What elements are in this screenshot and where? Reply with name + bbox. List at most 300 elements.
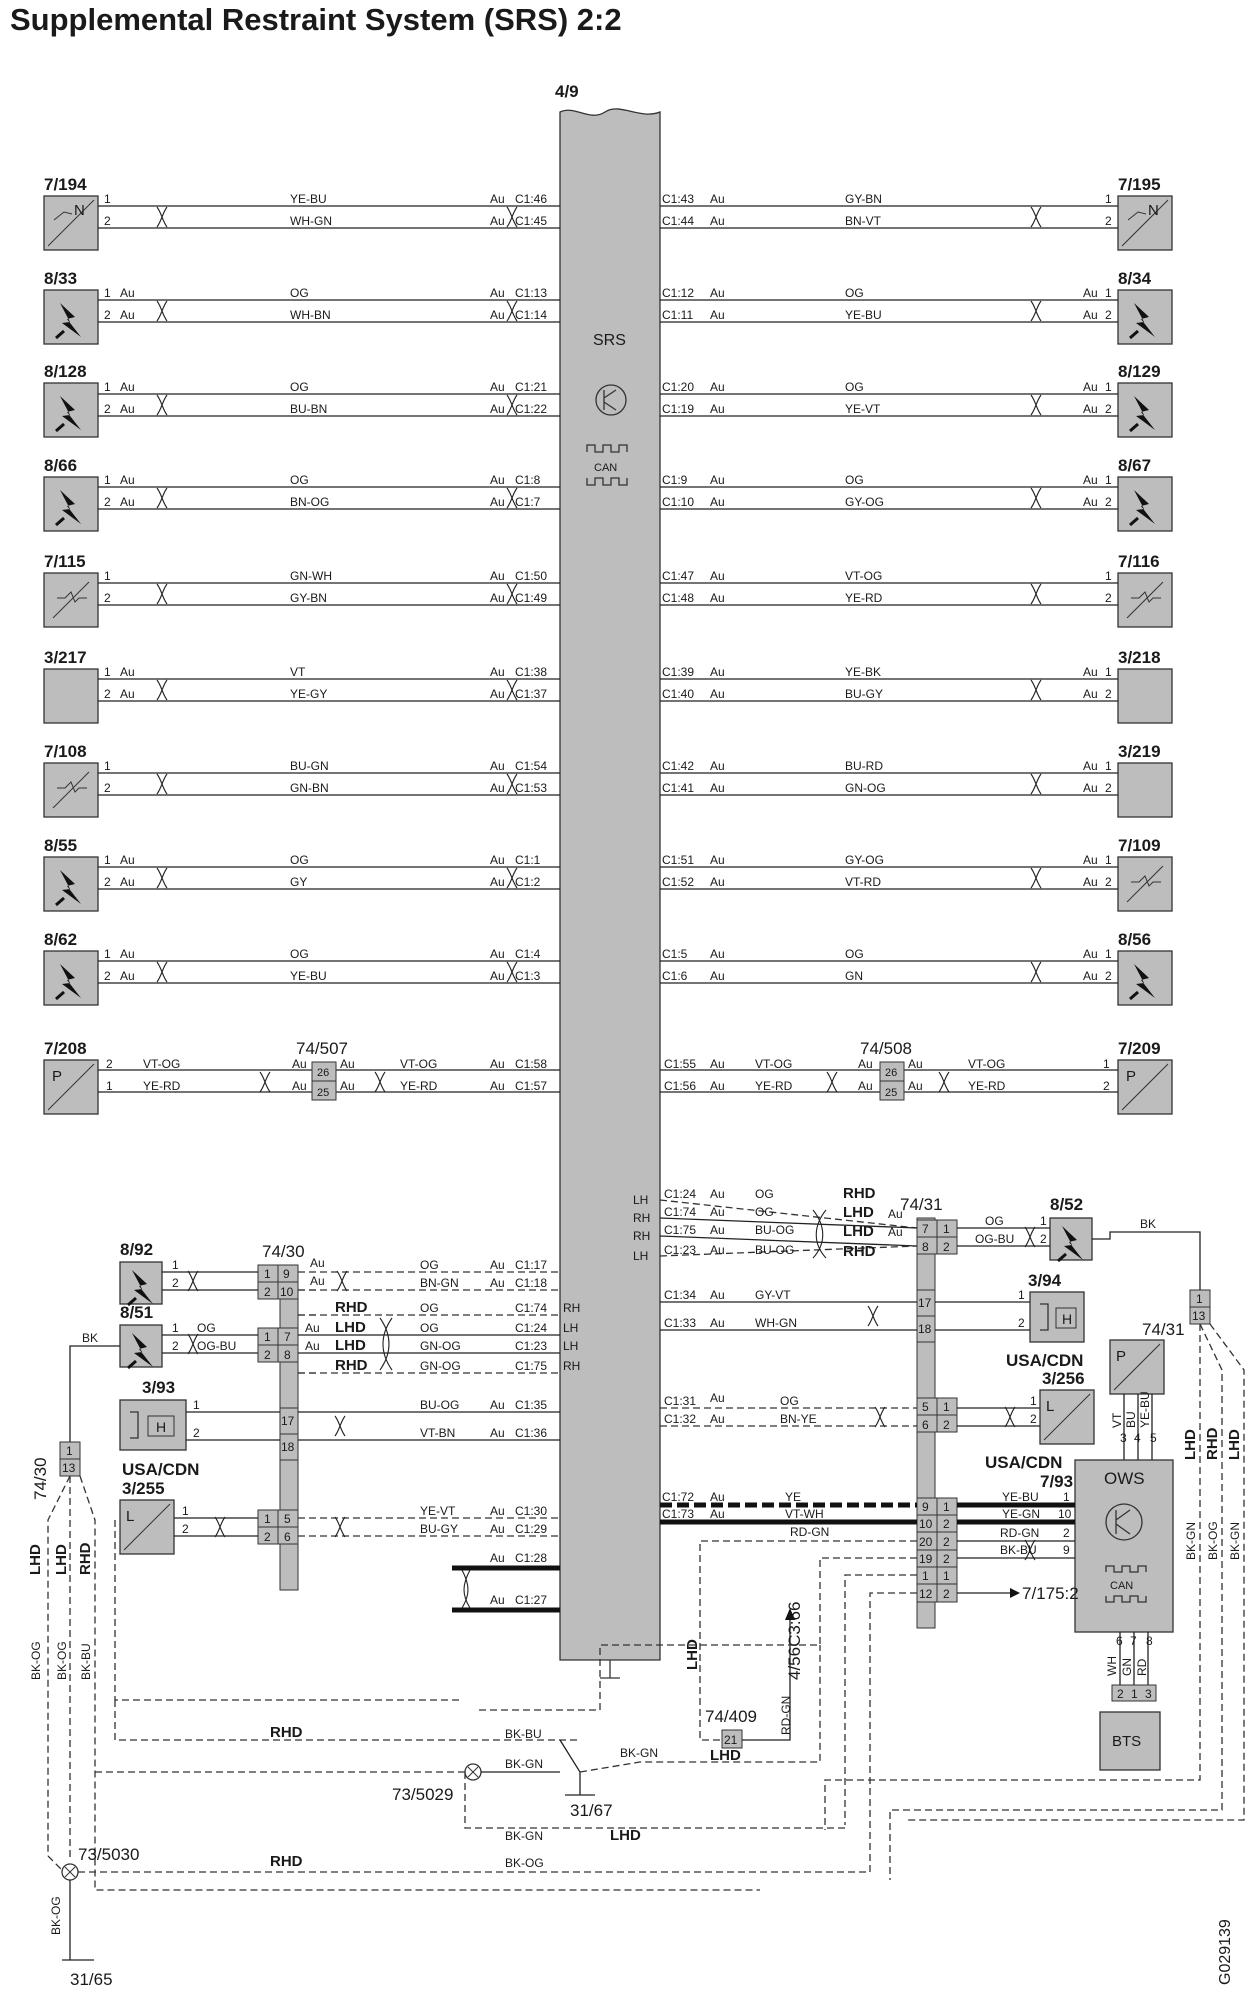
bk-gn-lower-1: BK-GN	[505, 1757, 544, 1771]
component-8-92-ref: 8/92	[120, 1240, 154, 1259]
bkog-vert-2: BK-OG	[55, 1641, 69, 1680]
ows-rd-gn: RD-GN	[1000, 1526, 1040, 1540]
lhd-vert-2: LHD	[53, 1544, 70, 1575]
right-row-au2: Au	[710, 308, 725, 322]
component-7-116-ref: 7/116	[1118, 552, 1160, 571]
c3-256-pin1: 1	[1030, 1394, 1037, 1408]
bkbu-vert-1: BK-BU	[79, 1643, 93, 1680]
component-7-194-symbol: N	[74, 202, 85, 219]
c1-72-au: Au	[710, 1490, 725, 1504]
j74-31-pin7: 7	[922, 1222, 929, 1236]
left-row-8	[98, 853, 560, 889]
row10-left-au1: Au	[292, 1057, 307, 1071]
left-row-9	[98, 947, 560, 983]
component-3-256-symbol: L	[1046, 1398, 1055, 1415]
junction-74-30-ref: 74/30	[262, 1242, 305, 1261]
left-row-color1: OG	[290, 947, 309, 961]
left-wire-rows	[98, 192, 560, 983]
bts-wire-rd: RD	[1135, 1658, 1149, 1676]
left-row-pin2: 2	[104, 969, 111, 983]
lhd-r1: LHD	[843, 1204, 874, 1221]
right-row-au2: Au	[710, 591, 725, 605]
lh-r1: LH	[633, 1193, 649, 1207]
row10-left-j1: 26	[317, 1067, 330, 1079]
row10-left-pin2: 1	[106, 1079, 113, 1093]
row10-right-term1: C1:55	[664, 1057, 697, 1071]
lhd-label-2: LHD	[335, 1337, 366, 1354]
c1-74-color: OG	[420, 1301, 439, 1315]
right-row-color2: YE-VT	[845, 402, 881, 416]
ows-pin2: 2	[1063, 1526, 1070, 1540]
ows-pin6: 6	[1116, 1634, 1123, 1648]
right-row-au-a: Au	[1083, 473, 1098, 487]
left-row-au1: Au	[490, 759, 505, 773]
bk-bu-lower: BK-BU	[505, 1727, 542, 1741]
left-row-term1: C1:4	[515, 947, 541, 961]
ows-bk-bu: BK-BU	[1000, 1543, 1037, 1557]
row10-right-au4: Au	[858, 1079, 873, 1093]
junction-74-31-ref: 74/31	[900, 1195, 943, 1214]
ows-label: OWS	[1104, 1469, 1145, 1488]
ref-4-56: 4/56C3:66	[785, 1601, 804, 1680]
bts-label: BTS	[1112, 1733, 1142, 1750]
c1-73-color: VT-WH	[785, 1507, 824, 1521]
right-row-pin2: 2	[1105, 214, 1112, 228]
lhd-r2: LHD	[843, 1223, 874, 1240]
component-8-66-ref: 8/66	[44, 456, 78, 475]
left-row-au1: Au	[490, 192, 505, 206]
left-row-color2: GY	[290, 875, 308, 889]
row10-left-au4: Au	[340, 1079, 355, 1093]
right-row-au2: Au	[710, 969, 725, 983]
component-7-194-ref: 7/194	[44, 175, 87, 194]
rd-gn-vert: RD-GN	[779, 1695, 793, 1735]
right-row-4	[660, 473, 1118, 509]
right-row-pin1: 1	[1105, 665, 1112, 679]
c1-24-color-r: OG	[755, 1187, 774, 1201]
component-8-33-ref: 8/33	[44, 269, 78, 288]
right-row-term2: C1:19	[662, 402, 695, 416]
right-row-au2: Au	[710, 402, 725, 416]
row10-right-pin1: 1	[1103, 1057, 1110, 1071]
component-8-66	[44, 456, 98, 531]
ows-pin9: 9	[1063, 1543, 1070, 1557]
c1-32-color: BN-YE	[780, 1412, 817, 1426]
component-8-34-ref: 8/34	[1118, 269, 1152, 288]
component-7-208-ref: 7/208	[44, 1039, 87, 1058]
left-row-au1: Au	[490, 569, 505, 583]
c8-51-pin2: 2	[172, 1339, 179, 1353]
row10-left-au2: Au	[292, 1079, 307, 1093]
c1-36-color: VT-BN	[420, 1426, 456, 1440]
right-row-pin1: 1	[1105, 569, 1112, 583]
left-row-term1: C1:1	[515, 853, 541, 867]
right-row-pin1: 1	[1105, 380, 1112, 394]
right-row-au1: Au	[710, 947, 725, 961]
component-7-109	[1118, 836, 1172, 911]
component-7-194	[44, 175, 98, 250]
lhd-vert-1: LHD	[27, 1544, 44, 1575]
right-row-7	[660, 759, 1118, 795]
right-row-pin1: 1	[1105, 473, 1112, 487]
right-row-3	[660, 380, 1118, 416]
j74-30-pin2c: 2	[264, 1530, 271, 1544]
right-row-term1: C1:12	[662, 286, 695, 300]
au-r75: Au	[710, 1223, 725, 1237]
ows-pin4: 4	[1134, 1431, 1141, 1445]
j74-31-pin8: 8	[922, 1240, 929, 1254]
component-7-115	[44, 552, 98, 627]
c8-52-pin1: 1	[1040, 1214, 1047, 1228]
row10-left-au5: Au	[490, 1057, 505, 1071]
left-row-au1: Au	[490, 853, 505, 867]
left-row-au2: Au	[490, 308, 505, 322]
c1-28-term: C1:28	[515, 1551, 548, 1565]
c8-92-au1: Au	[310, 1256, 325, 1270]
ows-pin10: 10	[1058, 1507, 1072, 1521]
rh-r2: RH	[633, 1229, 651, 1243]
j74-31b-pin1: 1	[1196, 1292, 1203, 1306]
left-row-au-b: Au	[120, 875, 135, 889]
row10-left-term1: C1:58	[515, 1057, 548, 1071]
bk-og-bottom: BK-OG	[49, 1896, 63, 1935]
right-row-pin2: 2	[1105, 402, 1112, 416]
row10-right-au3: Au	[858, 1057, 873, 1071]
j74-30-pin1b: 1	[264, 1330, 271, 1344]
j74-31-pin2: 2	[943, 1240, 950, 1254]
c1-33-au: Au	[710, 1316, 725, 1330]
left-row-au-b: Au	[120, 495, 135, 509]
right-row-9	[660, 947, 1118, 983]
left-row-4	[98, 473, 560, 509]
rhd-r2: RHD	[843, 1243, 876, 1260]
component-8-67-ref: 8/67	[1118, 456, 1152, 475]
c1-28-au: Au	[490, 1551, 505, 1565]
left-row-color2: YE-GY	[290, 687, 328, 701]
left-row-au2: Au	[490, 687, 505, 701]
ows-pin3: 3	[1120, 1431, 1127, 1445]
j74-31-pin1b: 1	[943, 1400, 950, 1414]
right-row-color1: GY-BN	[845, 192, 882, 206]
left-row-term1: C1:13	[515, 286, 548, 300]
j74-30-pin1c: 1	[264, 1512, 271, 1526]
right-row-au-b: Au	[1083, 687, 1098, 701]
left-row-term2: C1:2	[515, 875, 541, 889]
rhd-r1: RHD	[843, 1185, 876, 1202]
component-8-129	[1118, 362, 1172, 437]
au-r-j2: Au	[888, 1225, 903, 1239]
left-row-au-b: Au	[120, 969, 135, 983]
right-row-au1: Au	[710, 853, 725, 867]
c8-92-au2: Au	[310, 1274, 325, 1288]
j74-30-pin2: 2	[264, 1285, 271, 1299]
c8-52-og: OG	[985, 1214, 1004, 1228]
left-row-pin2: 2	[104, 308, 111, 322]
left-row-color2: GY-BN	[290, 591, 327, 605]
component-3-218	[1118, 648, 1172, 723]
usa-cdn-label-r2: USA/CDN	[985, 1453, 1063, 1472]
left-row-pin2: 2	[104, 402, 111, 416]
c8-92-pin2: 2	[172, 1276, 179, 1290]
left-row-au-a: Au	[120, 947, 135, 961]
rd-gn-top: RD-GN	[790, 1525, 830, 1539]
right-row-term2: C1:44	[662, 214, 695, 228]
right-row-color2: BU-GY	[845, 687, 884, 701]
component-8-55	[44, 836, 98, 911]
right-row-term2: C1:11	[662, 308, 694, 322]
c1-72-color: YE	[785, 1490, 802, 1504]
left-row-term2: C1:22	[515, 402, 548, 416]
c1-34-term: C1:34	[664, 1288, 697, 1302]
ground-73-5029-ref: 73/5029	[392, 1785, 454, 1804]
left-row-au-a: Au	[120, 380, 135, 394]
left-row-au2: Au	[490, 495, 505, 509]
left-row-2	[98, 286, 560, 322]
c1-74-term-r: C1:74	[664, 1205, 697, 1219]
j74-31-r4: 2	[943, 1552, 950, 1566]
c1-32-au: Au	[710, 1412, 725, 1426]
j74-30-pin8: 8	[284, 1348, 291, 1362]
c1-75-term-r: C1:75	[664, 1223, 697, 1237]
au-r23: Au	[710, 1243, 725, 1257]
c8-92-pin1: 1	[172, 1258, 179, 1272]
component-3-256-ref: 3/256	[1042, 1369, 1085, 1388]
row10-right-color1: VT-OG	[755, 1057, 793, 1071]
right-row-au1: Au	[710, 192, 725, 206]
right-row-pin2: 2	[1105, 308, 1112, 322]
right-row-pin1: 1	[1105, 286, 1112, 300]
component-3-255-symbol: L	[126, 1508, 135, 1525]
right-row-au2: Au	[710, 687, 725, 701]
j74-31-pin17: 17	[918, 1296, 932, 1310]
lh-2: LH	[563, 1339, 579, 1353]
ows-pin7: 7	[1130, 1634, 1137, 1648]
right-row-color2: YE-RD	[845, 591, 883, 605]
right-row-6	[660, 665, 1118, 701]
c1-73-term: C1:73	[662, 1507, 695, 1521]
au-r74: Au	[710, 1205, 725, 1219]
right-row-au1: Au	[710, 759, 725, 773]
j74-31-pin5: 5	[922, 1400, 929, 1414]
component-8-128-ref: 8/128	[44, 362, 87, 381]
component-3-94-symbol: H	[1062, 1311, 1073, 1327]
c1-31-color: OG	[780, 1394, 799, 1408]
j74-30-pin10: 10	[280, 1285, 294, 1299]
c1-74-color-r: OG	[755, 1205, 774, 1219]
left-row-color1: OG	[290, 473, 309, 487]
left-row-term1: C1:8	[515, 473, 541, 487]
right-row-au-a: Au	[1083, 947, 1098, 961]
diagram-title: Supplemental Restraint System (SRS) 2:2	[10, 2, 622, 37]
c3-255-pin2: 2	[182, 1522, 189, 1536]
left-row-au2: Au	[490, 875, 505, 889]
lh-r2: LH	[633, 1249, 649, 1263]
left-row-pin1: 1	[104, 947, 111, 961]
c1-29-term: C1:29	[515, 1522, 548, 1536]
right-row-au-a: Au	[1083, 665, 1098, 679]
component-3-217-ref: 3/217	[44, 648, 87, 667]
right-row-term2: C1:41	[662, 781, 695, 795]
row10-right-color2: YE-RD	[755, 1079, 793, 1093]
component-8-67	[1118, 456, 1172, 531]
ows-ye-bu: YE-BU	[1002, 1490, 1039, 1504]
rhd-label-1: RHD	[335, 1299, 368, 1316]
left-row-pin2: 2	[104, 687, 111, 701]
j74-30-pin2b: 2	[264, 1348, 271, 1362]
left-row-color2: WH-BN	[290, 308, 331, 322]
right-row-au-b: Au	[1083, 969, 1098, 983]
right-row-pin2: 2	[1105, 875, 1112, 889]
component-7-109-ref: 7/109	[1118, 836, 1161, 855]
right-row-au2: Au	[710, 781, 725, 795]
c1-74-term: C1:74	[515, 1301, 548, 1315]
left-row-pin2: 2	[104, 495, 111, 509]
left-row-pin1: 1	[104, 853, 111, 867]
c1-29-color: BU-GY	[420, 1522, 459, 1536]
row10-left-color3: VT-OG	[400, 1057, 438, 1071]
ows-wire-bu: BU	[1124, 1411, 1138, 1428]
right-row-term1: C1:47	[662, 569, 695, 583]
right-row-color2: GN-OG	[845, 781, 886, 795]
c1-75-color-r: BU-OG	[755, 1223, 795, 1237]
right-row-term2: C1:52	[662, 875, 695, 889]
bkgn-vert-r2: BK-GN	[1228, 1521, 1242, 1560]
right-row-term2: C1:6	[662, 969, 688, 983]
c1-36-term: C1:36	[515, 1426, 548, 1440]
right-row-au-a: Au	[1083, 286, 1098, 300]
component-7-195-ref: 7/195	[1118, 175, 1161, 194]
row10-right-term2: C1:56	[664, 1079, 697, 1093]
row10-left-color2: YE-RD	[143, 1079, 181, 1093]
left-row-term1: C1:38	[515, 665, 548, 679]
left-row-au-a: Au	[120, 853, 135, 867]
row10-right-j2: 25	[885, 1087, 898, 1099]
left-row-term2: C1:14	[515, 308, 548, 322]
component-8-34	[1118, 269, 1172, 344]
component-7-208	[44, 1039, 98, 1114]
c1-27-au: Au	[490, 1593, 505, 1607]
left-row-au-a: Au	[120, 665, 135, 679]
right-row-pin1: 1	[1105, 192, 1112, 206]
c8-52-bk: BK	[1140, 1217, 1157, 1231]
component-7-209-ref: 7/209	[1118, 1039, 1161, 1058]
junction-74-30b-ref: 74/30	[31, 1457, 50, 1500]
right-row-term1: C1:42	[662, 759, 695, 773]
right-row-au-b: Au	[1083, 875, 1098, 889]
c3-255-pin1: 1	[182, 1504, 189, 1518]
row10-right-junction-ref: 74/508	[860, 1039, 912, 1058]
right-row-au-a: Au	[1083, 380, 1098, 394]
c8-51-ogbu: OG-BU	[197, 1339, 237, 1353]
j74-30-pin5: 5	[284, 1512, 291, 1526]
right-row-color1: BU-RD	[845, 759, 883, 773]
c1-18-au: Au	[490, 1276, 505, 1290]
c3-94-pin2: 2	[1018, 1316, 1025, 1330]
c1-35-color: BU-OG	[420, 1398, 460, 1412]
row10-left-color1: VT-OG	[143, 1057, 181, 1071]
left-row-au-b: Au	[120, 402, 135, 416]
row-10-right	[660, 1039, 1118, 1100]
left-row-pin1: 1	[104, 569, 111, 583]
right-row-au1: Au	[710, 286, 725, 300]
left-row-au2: Au	[490, 591, 505, 605]
component-8-128	[44, 362, 98, 437]
component-7-195-symbol: N	[1148, 202, 1159, 219]
right-row-au-a: Au	[1083, 853, 1098, 867]
right-row-color2: GN	[845, 969, 863, 983]
lh-1: LH	[563, 1321, 579, 1335]
component-8-33	[44, 269, 98, 344]
c1-35-au: Au	[490, 1398, 505, 1412]
figure-code: G029139	[1217, 1919, 1234, 1985]
left-row-7	[98, 759, 560, 795]
left-row-pin1: 1	[104, 473, 111, 487]
left-row-term2: C1:49	[515, 591, 548, 605]
bk-gn-lower-2: BK-GN	[620, 1746, 659, 1760]
right-row-term2: C1:40	[662, 687, 695, 701]
right-row-color2: GY-OG	[845, 495, 884, 509]
left-row-au-b: Au	[120, 308, 135, 322]
rh-1: RH	[563, 1301, 581, 1315]
srs-ground-stub	[600, 1660, 620, 1678]
c1-33-color: WH-GN	[755, 1316, 797, 1330]
lhd-vert-409: LHD	[684, 1639, 701, 1670]
c1-31-term: C1:31	[664, 1394, 697, 1408]
au-74: Au	[305, 1321, 320, 1335]
junction-74-31b-ref: 74/31	[1142, 1320, 1185, 1339]
right-row-term1: C1:39	[662, 665, 695, 679]
bkog-vert-1: BK-OG	[29, 1641, 43, 1680]
right-row-color1: YE-BK	[845, 665, 882, 679]
j74-31-pin20: 20	[919, 1535, 933, 1549]
component-3-219-ref: 3/219	[1118, 742, 1161, 761]
component-3-218-ref: 3/218	[1118, 648, 1161, 667]
right-row-term1: C1:9	[662, 473, 688, 487]
right-row-term2: C1:48	[662, 591, 695, 605]
j74-409-pin21: 21	[724, 1733, 738, 1747]
left-row-color1: BU-GN	[290, 759, 329, 773]
component-7-108	[44, 742, 98, 817]
c1-34-au: Au	[710, 1288, 725, 1302]
c3-94-pin1: 1	[1018, 1288, 1025, 1302]
component-8-52-ref: 8/52	[1050, 1195, 1084, 1214]
row10-right-au2: Au	[710, 1079, 725, 1093]
c1-75-term: C1:75	[515, 1359, 548, 1373]
left-row-au-b: Au	[120, 687, 135, 701]
left-row-au2: Au	[490, 969, 505, 983]
left-row-au2: Au	[490, 402, 505, 416]
left-row-au1: Au	[490, 286, 505, 300]
component-7-93-ref: 7/93	[1040, 1472, 1074, 1491]
right-row-color1: OG	[845, 473, 864, 487]
component-8-56-ref: 8/56	[1118, 930, 1152, 949]
left-row-pin1: 1	[104, 665, 111, 679]
right-row-term1: C1:51	[662, 853, 695, 867]
right-row-au1: Au	[710, 380, 725, 394]
rhd-vert-r1: RHD	[1204, 1427, 1221, 1460]
component-7-209-symbol: P	[1126, 1068, 1137, 1085]
row-10-left	[98, 1039, 560, 1100]
left-row-color1: VT	[290, 665, 306, 679]
lhd-lower-1: LHD	[710, 1747, 741, 1764]
rhd-vert-1: RHD	[77, 1542, 94, 1575]
left-row-term2: C1:7	[515, 495, 541, 509]
right-row-au-b: Au	[1083, 308, 1098, 322]
c8-51-bk: BK	[82, 1331, 99, 1345]
component-3-93-symbol: H	[156, 1419, 167, 1435]
ows-wire-ye: YE-BU	[1138, 1391, 1152, 1428]
j74-31-pin11: 1	[922, 1569, 929, 1583]
